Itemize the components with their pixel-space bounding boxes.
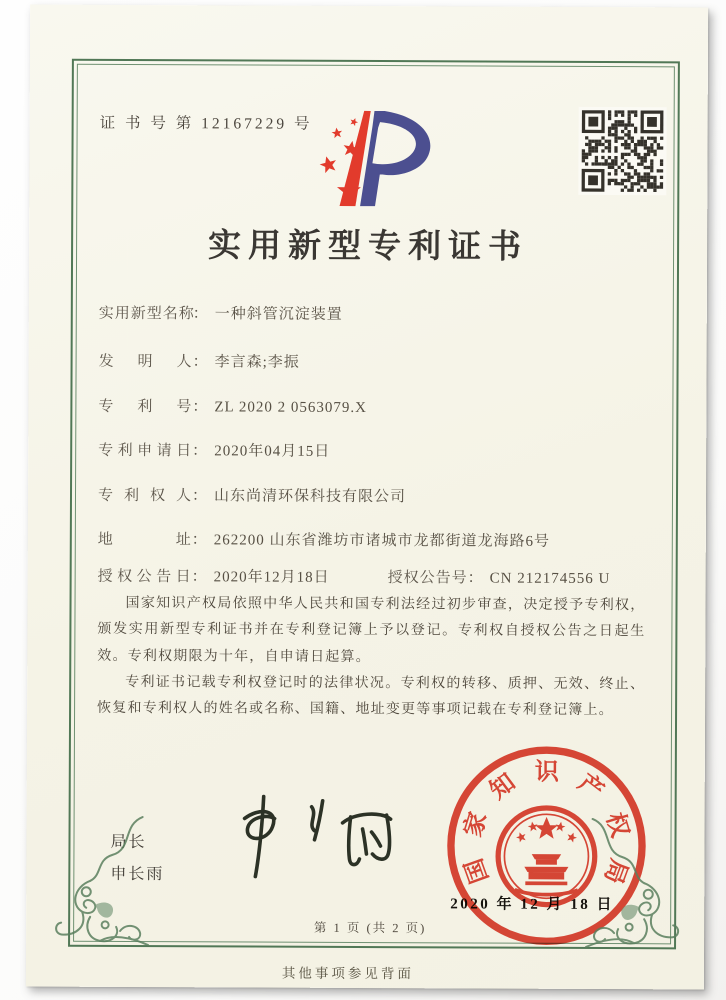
certificate-number: 证 书 号 第 12167229 号 bbox=[99, 114, 313, 133]
field-label: 授权公告日 bbox=[97, 568, 192, 586]
field-colon: ： bbox=[192, 399, 209, 416]
field-label: 授权公告号 bbox=[387, 570, 468, 587]
field-label: 实用新型名称 bbox=[98, 305, 195, 323]
cnipa-logo-icon bbox=[301, 98, 442, 226]
field-colon: ： bbox=[192, 306, 209, 323]
seal-char: 权 bbox=[600, 809, 634, 841]
field-row-name bbox=[99, 302, 343, 324]
field-row-patent-number bbox=[98, 395, 367, 417]
field-colon: ： bbox=[191, 488, 209, 505]
legal-paragraph-register: 专利证书记载专利权登记时的法律状况。专利权的转移、质押、无效、终止、恢复和专利权人的姓名或名称、国籍、地址变更等事项记载在专利登记簿上。 bbox=[97, 674, 646, 719]
commissioner-name: 申长雨 bbox=[110, 865, 165, 884]
field-value: 2020年12月18日 bbox=[213, 569, 330, 586]
field-value: CN 212174556 U bbox=[489, 570, 611, 588]
seal-char: 知 bbox=[484, 768, 521, 805]
seal-date: 2020 年 12 月 18 日 bbox=[450, 896, 615, 914]
field-label: 专利权人 bbox=[97, 487, 193, 505]
field-value: 一种斜管沉淀装置 bbox=[214, 306, 343, 323]
field-label: 专利号 bbox=[98, 398, 193, 416]
seal-char: 局 bbox=[598, 855, 633, 888]
certificate-title: 实用新型专利证书 bbox=[208, 228, 529, 266]
field-colon: ： bbox=[191, 532, 208, 549]
commissioner-title: 局长 bbox=[110, 833, 147, 852]
seal-char: 国 bbox=[460, 854, 494, 887]
field-row-grant-date bbox=[97, 565, 611, 588]
field-row-inventor bbox=[99, 350, 300, 372]
field-label: 专利申请日 bbox=[98, 442, 193, 460]
qr-code bbox=[578, 107, 666, 195]
field-row-patentee bbox=[98, 484, 406, 506]
field-label: 地址 bbox=[97, 531, 192, 549]
field-row-filing-date bbox=[98, 439, 330, 461]
legal-text bbox=[97, 591, 646, 725]
seal-char: 产 bbox=[573, 769, 609, 806]
field-label: 发明人 bbox=[98, 353, 193, 371]
legal-paragraph-grant: 国家知识产权局依照中华人民共和国专利法经过初步审查，决定授予专利权，颁发实用新型专利证书并在专利登记簿上予以登记。专利权自授权公告之日起生效。专利权期限为十年，自申请日起算。 bbox=[97, 595, 646, 665]
field-value: 2020年04月15日 bbox=[214, 443, 331, 460]
national-emblem-icon bbox=[498, 808, 595, 905]
field-colon: ： bbox=[192, 443, 209, 460]
commissioner-signature bbox=[214, 784, 414, 895]
field-value: 李言森;李振 bbox=[214, 354, 300, 371]
back-side-note: 其他事项参见背面 bbox=[281, 965, 414, 982]
field-colon: ： bbox=[192, 354, 209, 371]
field-grant-number bbox=[388, 566, 611, 588]
commissioner-block bbox=[110, 827, 164, 891]
field-row-address bbox=[98, 528, 550, 551]
field-value: ZL 2020 2 0563079.X bbox=[214, 399, 368, 416]
seal-char: 家 bbox=[459, 808, 493, 840]
field-value: 山东尚清环保科技有限公司 bbox=[213, 488, 407, 506]
page-indicator: 第 1 页 (共 2 页) bbox=[313, 920, 427, 936]
seal-char: 识 bbox=[534, 758, 559, 786]
field-value: 262200 山东省潍坊市诸城市龙都街道龙海路6号 bbox=[213, 532, 551, 550]
field-colon: ： bbox=[467, 570, 484, 587]
field-colon: ： bbox=[191, 569, 208, 586]
certificate-paper bbox=[26, 5, 708, 990]
